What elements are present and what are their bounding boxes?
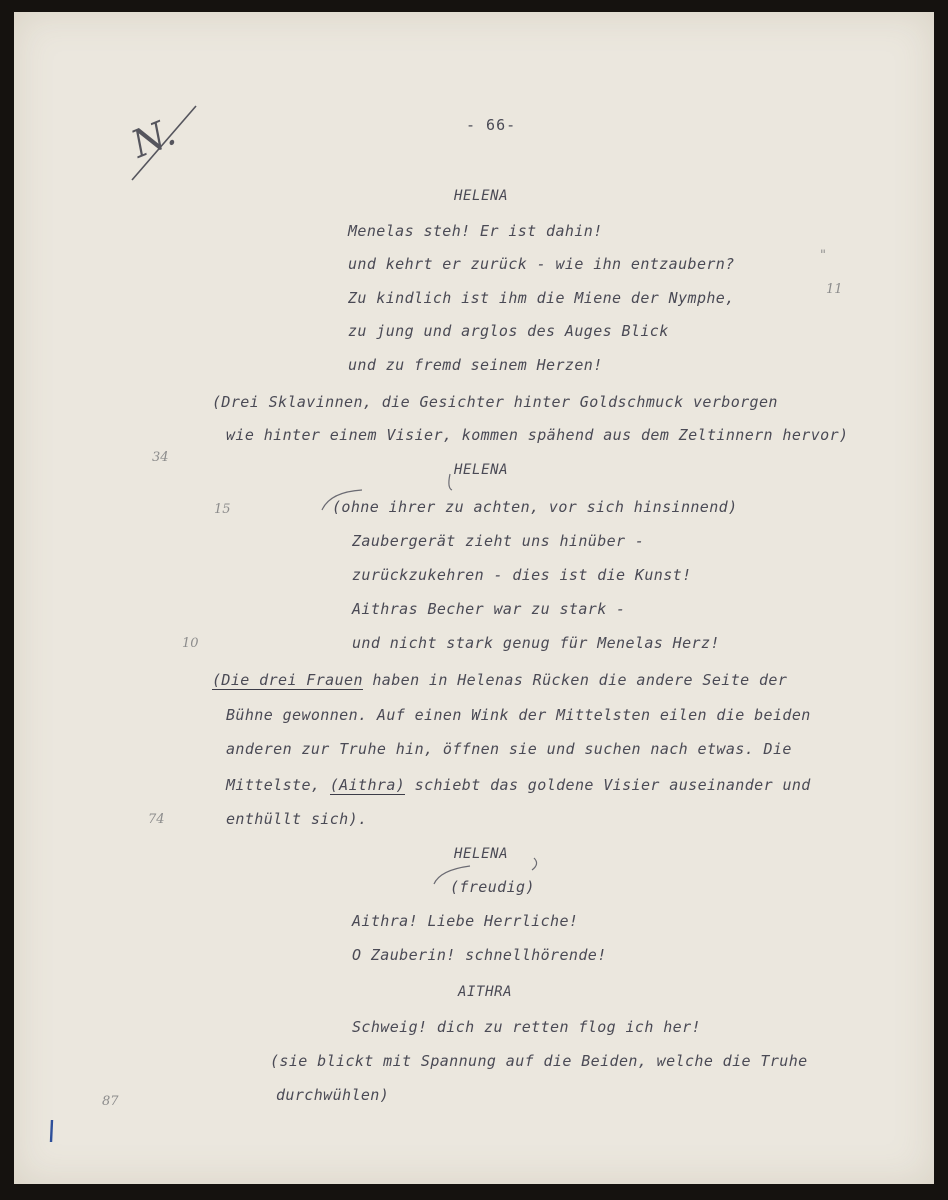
stage-direction: enthüllt sich). xyxy=(226,810,368,828)
speaker-heading: HELENA xyxy=(454,846,509,862)
margin-note: 10 xyxy=(182,636,199,651)
margin-note: 34 xyxy=(152,450,169,465)
verse-line: und nicht stark genug für Menelas Herz! xyxy=(352,634,720,652)
margin-note: 11 xyxy=(826,282,843,297)
margin-note: 87 xyxy=(102,1094,119,1109)
stage-direction xyxy=(212,671,787,689)
verse-line: zurückzukehren - dies ist die Kunst! xyxy=(352,566,692,584)
verse-line: Aithras Becher war zu stark - xyxy=(352,600,626,618)
speaker-heading: HELENA xyxy=(454,462,509,478)
margin-note: 15 xyxy=(214,502,231,517)
stage-direction: (ohne ihrer zu achten, vor sich hinsinnend) xyxy=(332,498,738,516)
verse-line: Zaubergerät zieht uns hinüber - xyxy=(352,532,645,550)
verse-line: und zu fremd seinem Herzen! xyxy=(348,356,603,374)
margin-note: 74 xyxy=(148,812,165,827)
verse-line: Aithra! Liebe Herrliche! xyxy=(352,912,579,930)
verse-line: O Zauberin! schnellhörende! xyxy=(352,946,607,964)
stage-direction: durchwühlen) xyxy=(276,1086,390,1104)
stage-direction: Bühne gewonnen. Auf einen Wink der Mittelsten eilen die beiden xyxy=(226,706,811,724)
initial-mark: N. xyxy=(125,109,182,167)
verse-line: Zu kindlich ist ihm die Miene der Nymphe, xyxy=(348,289,735,307)
stage-direction-text: Mittelste, xyxy=(226,776,321,794)
stage-direction xyxy=(226,776,811,794)
speaker-heading: AITHRA xyxy=(458,984,513,1000)
verse-line: und kehrt er zurück - wie ihn entzaubern? xyxy=(348,255,735,273)
stage-direction: wie hinter einem Visier, kommen spähend aus dem Zeltinnern hervor) xyxy=(226,426,849,444)
speaker-heading: HELENA xyxy=(454,188,509,204)
page-number: - 66- xyxy=(466,116,517,134)
underlined-text: (Die drei Frauen xyxy=(212,671,363,689)
margin-note: " xyxy=(820,248,826,263)
verse-line: zu jung und arglos des Auges Blick xyxy=(348,322,669,340)
stage-direction: anderen zur Truhe hin, öffnen sie und suchen nach etwas. Die xyxy=(226,740,792,758)
stage-direction: (Drei Sklavinnen, die Gesichter hinter Goldschmuck verborgen xyxy=(212,393,778,411)
stage-direction-text: haben in Helenas Rücken die andere Seite der xyxy=(372,671,788,689)
verse-line: Menelas steh! Er ist dahin! xyxy=(348,222,603,240)
stage-direction: (sie blickt mit Spannung auf die Beiden, welche die Truhe xyxy=(270,1052,808,1070)
underlined-text: (Aithra) xyxy=(329,776,406,794)
verse-line: Schweig! dich zu retten flog ich her! xyxy=(352,1018,701,1036)
stage-direction: (freudig) xyxy=(450,878,535,896)
stage-direction-text: schiebt das goldene Visier auseinander und xyxy=(414,776,811,794)
document-page xyxy=(14,12,934,1184)
